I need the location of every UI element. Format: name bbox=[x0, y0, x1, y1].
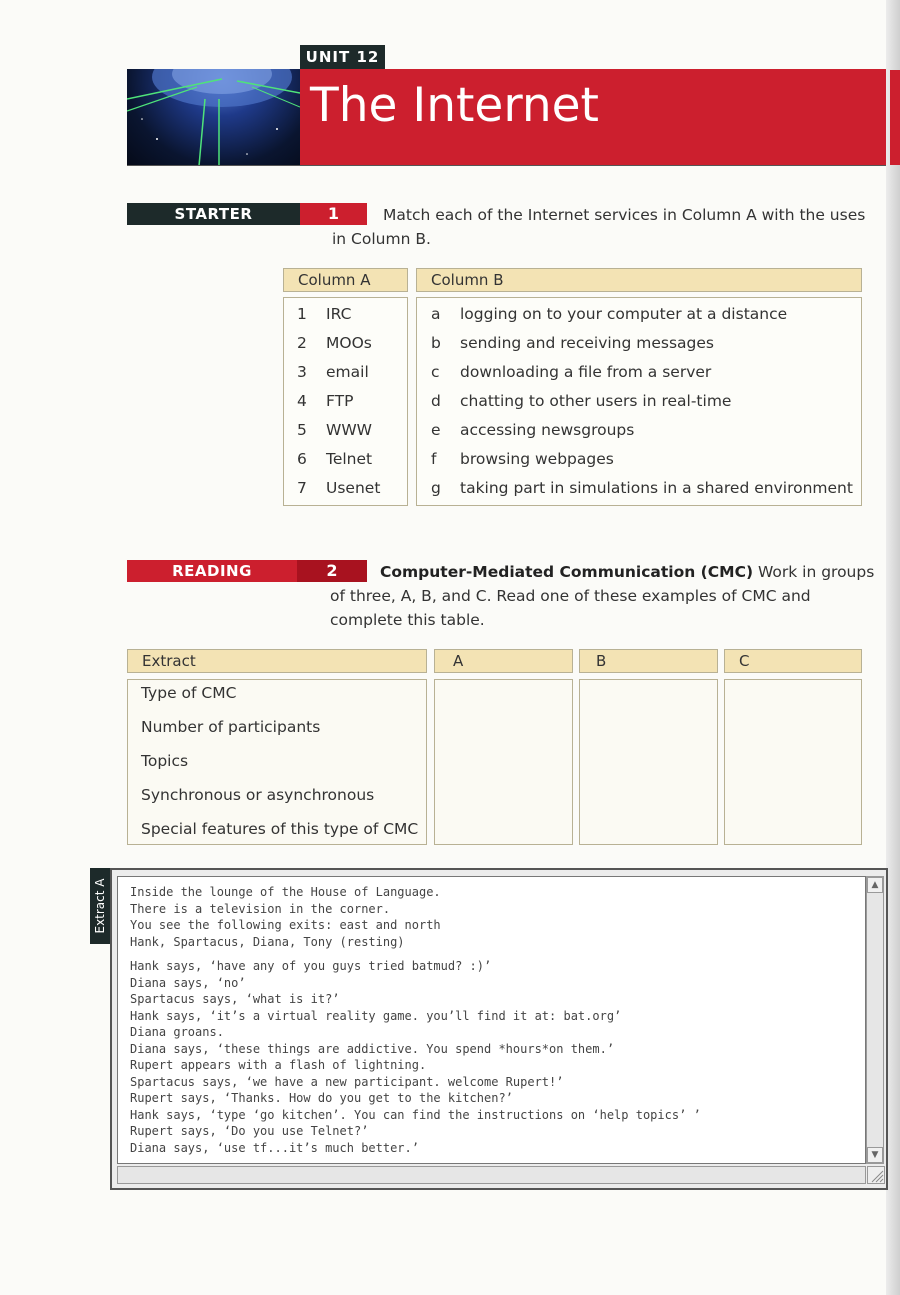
column-a-item-text: IRC bbox=[326, 305, 352, 323]
reading-instruction-line1 bbox=[380, 560, 874, 584]
column-a-item bbox=[297, 421, 372, 439]
reading-section-bar bbox=[127, 560, 367, 582]
column-b-item bbox=[431, 392, 731, 410]
transcript-line: Rupert says, ‘Do you use Telnet?’ bbox=[130, 1124, 369, 1138]
column-b-item-letter: e bbox=[431, 421, 441, 439]
table-row-label: Special features of this type of CMC bbox=[141, 820, 419, 838]
column-a-item bbox=[297, 479, 380, 497]
extract-tab-label: Extract A bbox=[93, 878, 107, 934]
starter-instruction-line1: Match each of the Internet services in Column A with the uses bbox=[383, 206, 866, 224]
column-b-item bbox=[431, 334, 714, 352]
column-a-item-text: Telnet bbox=[326, 450, 373, 468]
reading-label: READING bbox=[127, 560, 297, 582]
column-a-item-text: WWW bbox=[326, 421, 372, 439]
table-header-b: B bbox=[579, 649, 718, 673]
column-b-item-letter: c bbox=[431, 363, 440, 381]
column-b-item-text: logging on to your computer at a distance bbox=[460, 305, 788, 323]
column-b-item-text: downloading a file from a server bbox=[460, 363, 712, 381]
table-row-label: Number of participants bbox=[141, 718, 321, 736]
vertical-scrollbar[interactable] bbox=[866, 876, 884, 1164]
column-b-item bbox=[431, 421, 634, 439]
transcript-line: Diana says, ‘these things are addictive. You spend *hours*on them.’ bbox=[130, 1041, 615, 1056]
transcript-spacer bbox=[130, 950, 701, 958]
globe-image bbox=[127, 69, 300, 166]
column-a-item bbox=[297, 334, 372, 352]
column-a-item-number: 5 bbox=[297, 421, 307, 439]
column-b-item-letter: d bbox=[431, 392, 441, 410]
table-header-a: A bbox=[434, 649, 573, 673]
table-answer-column-a[interactable] bbox=[434, 679, 573, 845]
transcript-line: There is a television in the corner. bbox=[130, 901, 391, 916]
transcript-line: Spartacus says, ‘what is it?’ bbox=[130, 992, 340, 1006]
column-b-item-text: chatting to other users in real-time bbox=[460, 392, 732, 410]
starter-label: STARTER bbox=[127, 203, 300, 225]
table-header-extract: Extract bbox=[127, 649, 427, 673]
column-b-item-letter: a bbox=[431, 305, 441, 323]
page-edge bbox=[886, 0, 900, 1295]
horizontal-scrollbar[interactable] bbox=[117, 1166, 866, 1184]
transcript-line: Rupert appears with a flash of lightning. bbox=[130, 1058, 427, 1072]
starter-number: 1 bbox=[300, 203, 367, 225]
column-a-item-text: email bbox=[326, 363, 369, 381]
transcript-line: Diana says, ‘use tf...it’s much better.’ bbox=[130, 1140, 419, 1155]
page-edge-banner bbox=[890, 70, 900, 165]
starter-section-bar bbox=[127, 203, 367, 225]
resize-grip-icon[interactable] bbox=[867, 1166, 885, 1184]
column-a-item-number: 7 bbox=[297, 479, 307, 497]
column-b-item-text: browsing webpages bbox=[460, 450, 614, 468]
transcript-line: Hank says, ‘type ‘go kitchen’. You can find the instructions on ‘help topics’ ’ bbox=[130, 1107, 701, 1122]
unit-tag: UNIT 12 bbox=[300, 45, 385, 69]
reading-instruction-line2: of three, A, B, and C. Read one of these examples of CMC and bbox=[330, 587, 811, 605]
column-a-item-text: FTP bbox=[326, 392, 354, 410]
page-title: The Internet bbox=[310, 78, 599, 133]
column-a-item-number: 1 bbox=[297, 305, 307, 323]
column-b-item bbox=[431, 450, 614, 468]
transcript-line: Hank says, ‘it’s a virtual reality game. you’ll find it at: bat.org’ bbox=[130, 1008, 622, 1023]
table-answer-column-b[interactable] bbox=[579, 679, 718, 845]
reading-number: 2 bbox=[297, 560, 367, 582]
transcript-line: Spartacus says, ‘we have a new participant. welcome Rupert!’ bbox=[130, 1074, 564, 1089]
scroll-up-arrow-icon[interactable]: ▲ bbox=[867, 877, 883, 893]
column-b-item bbox=[431, 305, 787, 323]
column-b-item-letter: b bbox=[431, 334, 441, 352]
column-b-item-letter: g bbox=[431, 479, 441, 497]
table-row-label: Topics bbox=[141, 752, 189, 770]
column-a-item-number: 4 bbox=[297, 392, 307, 410]
column-b-item bbox=[431, 363, 711, 381]
column-a-item-text: Usenet bbox=[326, 479, 381, 497]
column-b-item bbox=[431, 479, 853, 497]
transcript-line: Rupert says, ‘Thanks. How do you get to the kitchen?’ bbox=[130, 1091, 513, 1105]
column-a-header: Column A bbox=[283, 268, 408, 292]
transcript-line: Inside the lounge of the House of Language. bbox=[130, 885, 441, 899]
transcript-line: Hank, Spartacus, Diana, Tony (resting) bbox=[130, 934, 405, 949]
transcript-line: Hank says, ‘have any of you guys tried batmud? :)’ bbox=[130, 959, 492, 973]
transcript-line: You see the following exits: east and north bbox=[130, 918, 441, 932]
column-a-item bbox=[297, 392, 353, 410]
starter-instruction-line2: in Column B. bbox=[332, 230, 431, 248]
column-a-item bbox=[297, 450, 372, 468]
reading-instruction-rest: Work in groups bbox=[753, 563, 875, 581]
table-answer-column-c[interactable] bbox=[724, 679, 862, 845]
column-b-item-text: sending and receiving messages bbox=[460, 334, 714, 352]
transcript-line: Diana groans. bbox=[130, 1025, 224, 1039]
scroll-down-arrow-icon[interactable]: ▼ bbox=[867, 1147, 883, 1163]
terminal-transcript bbox=[130, 884, 701, 1156]
banner-divider bbox=[127, 165, 886, 166]
column-a-item-text: MOOs bbox=[326, 334, 372, 352]
column-a-item bbox=[297, 363, 369, 381]
column-a-item-number: 3 bbox=[297, 363, 307, 381]
table-header-c: C bbox=[724, 649, 862, 673]
transcript-line: Diana says, ‘no’ bbox=[130, 975, 246, 990]
column-b-item-text: accessing newsgroups bbox=[460, 421, 635, 439]
reading-instruction-line3: complete this table. bbox=[330, 611, 485, 629]
column-a-item bbox=[297, 305, 351, 323]
column-b-item-text: taking part in simulations in a shared environment bbox=[460, 479, 853, 497]
extract-tab bbox=[90, 868, 110, 944]
column-a-item-number: 2 bbox=[297, 334, 307, 352]
table-row-label: Synchronous or asynchronous bbox=[141, 786, 375, 804]
reading-instruction-title: Computer-Mediated Communication (CMC) bbox=[380, 563, 754, 581]
column-a-item-number: 6 bbox=[297, 450, 307, 468]
column-b-item-letter: f bbox=[431, 450, 437, 468]
table-row-label: Type of CMC bbox=[141, 684, 237, 702]
column-b-header: Column B bbox=[416, 268, 862, 292]
